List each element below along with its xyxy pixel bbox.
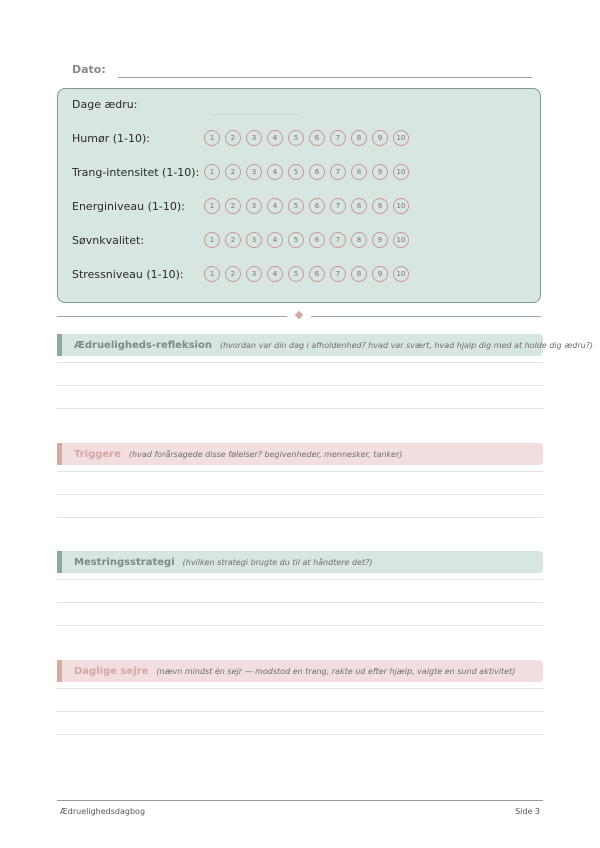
diamond-ornament-icon [295, 311, 303, 319]
section-header [57, 334, 594, 356]
rating-option-circle[interactable]: 1 [204, 266, 220, 282]
divider-line-right [311, 316, 541, 317]
rating-option-circle[interactable]: 4 [267, 232, 283, 248]
rating-option-circle[interactable]: 10 [393, 164, 409, 180]
writing-line[interactable] [57, 602, 543, 603]
rating-option-circle[interactable]: 3 [246, 266, 262, 282]
rating-option-circle[interactable]: 4 [267, 164, 283, 180]
rating-option-circle[interactable]: 6 [309, 266, 325, 282]
rating-option-circle[interactable]: 3 [246, 232, 262, 248]
rating-option-circle[interactable]: 7 [330, 266, 346, 282]
section-divider [57, 316, 541, 318]
rating-option-circle[interactable]: 10 [393, 130, 409, 146]
section-title: Triggere [74, 448, 121, 460]
rating-option-circle[interactable]: 4 [267, 266, 283, 282]
rating-option-circle[interactable]: 5 [288, 198, 304, 214]
section-triggers [57, 443, 543, 465]
rating-scale [204, 198, 409, 214]
writing-line[interactable] [57, 385, 543, 386]
rating-option-circle[interactable]: 1 [204, 232, 220, 248]
writing-line[interactable] [57, 362, 543, 363]
rating-option-circle[interactable]: 6 [309, 198, 325, 214]
rating-option-circle[interactable]: 3 [246, 164, 262, 180]
section-daily-wins [57, 660, 543, 682]
writing-line[interactable] [57, 688, 543, 689]
rating-option-circle[interactable]: 9 [372, 266, 388, 282]
writing-line[interactable] [57, 625, 543, 626]
writing-line[interactable] [57, 408, 543, 409]
rating-option-circle[interactable]: 6 [309, 164, 325, 180]
rating-option-circle[interactable]: 1 [204, 130, 220, 146]
section-coping [57, 551, 543, 573]
section-accent-bar [57, 660, 62, 682]
page-number: Side 3 [515, 807, 540, 816]
footer-rule [57, 800, 543, 801]
rating-scale [204, 232, 409, 248]
rating-option-circle[interactable]: 7 [330, 198, 346, 214]
rating-option-circle[interactable]: 2 [225, 130, 241, 146]
section-title: Mestringsstrategi [74, 556, 175, 568]
rating-option-circle[interactable]: 7 [330, 232, 346, 248]
divider-line-left [57, 316, 287, 317]
rating-option-circle[interactable]: 9 [372, 164, 388, 180]
rating-option-circle[interactable]: 3 [246, 130, 262, 146]
rating-label: Humør (1-10): [72, 132, 150, 145]
footer-title: Ædruelighedsdagbog [60, 807, 146, 816]
daily-tracker-box [57, 88, 541, 303]
section-title: Daglige sejre [74, 665, 149, 677]
rating-option-circle[interactable]: 8 [351, 232, 367, 248]
section-accent-bar [57, 443, 62, 465]
rating-option-circle[interactable]: 7 [330, 130, 346, 146]
section-header [57, 660, 543, 682]
date-label: Dato: [72, 63, 106, 76]
rating-label: Energiniveau (1-10): [72, 200, 185, 213]
days-sober-input-line[interactable] [212, 114, 298, 115]
section-accent-bar [57, 551, 62, 573]
rating-option-circle[interactable]: 5 [288, 232, 304, 248]
section-hint: (hvordan var din dag i afholdenhed? hvad var svært, hvad hjalp dig med at holde dig ædru?) [219, 340, 594, 350]
rating-option-circle[interactable]: 9 [372, 198, 388, 214]
rating-option-circle[interactable]: 4 [267, 198, 283, 214]
rating-scale [204, 164, 409, 180]
days-sober-label: Dage ædru: [72, 98, 138, 111]
section-title: Ædrueligheds-refleksion [74, 339, 212, 351]
rating-scale [204, 266, 409, 282]
rating-option-circle[interactable]: 2 [225, 232, 241, 248]
rating-option-circle[interactable]: 3 [246, 198, 262, 214]
writing-line[interactable] [57, 579, 543, 580]
rating-option-circle[interactable]: 7 [330, 164, 346, 180]
writing-line[interactable] [57, 471, 543, 472]
rating-option-circle[interactable]: 2 [225, 266, 241, 282]
rating-option-circle[interactable]: 2 [225, 164, 241, 180]
rating-option-circle[interactable]: 8 [351, 130, 367, 146]
rating-option-circle[interactable]: 8 [351, 266, 367, 282]
writing-line[interactable] [57, 494, 543, 495]
rating-label: Trang-intensitet (1-10): [72, 166, 200, 179]
section-header [57, 551, 543, 573]
rating-option-circle[interactable]: 9 [372, 232, 388, 248]
section-accent-bar [57, 334, 62, 356]
rating-option-circle[interactable]: 5 [288, 130, 304, 146]
rating-option-circle[interactable]: 9 [372, 130, 388, 146]
section-hint: (nævn mindst én sejr — modstod en trang, rakte ud efter hjælp, valgte en sund aktivitet) [156, 666, 516, 676]
rating-option-circle[interactable]: 6 [309, 130, 325, 146]
rating-option-circle[interactable]: 2 [225, 198, 241, 214]
writing-line[interactable] [57, 734, 543, 735]
rating-option-circle[interactable]: 10 [393, 266, 409, 282]
rating-option-circle[interactable]: 8 [351, 198, 367, 214]
section-hint: (hvad forårsagede disse følelser? begivenheder, mennesker, tanker) [128, 449, 403, 459]
writing-line[interactable] [57, 517, 543, 518]
rating-option-circle[interactable]: 1 [204, 164, 220, 180]
rating-option-circle[interactable]: 4 [267, 130, 283, 146]
rating-label: Søvnkvalitet: [72, 234, 145, 247]
rating-option-circle[interactable]: 1 [204, 198, 220, 214]
rating-option-circle[interactable]: 8 [351, 164, 367, 180]
section-header [57, 443, 543, 465]
rating-option-circle[interactable]: 6 [309, 232, 325, 248]
rating-option-circle[interactable]: 10 [393, 198, 409, 214]
rating-scale [204, 130, 409, 146]
date-input-line[interactable] [118, 77, 532, 78]
rating-option-circle[interactable]: 5 [288, 266, 304, 282]
writing-line[interactable] [57, 711, 543, 712]
rating-option-circle[interactable]: 5 [288, 164, 304, 180]
section-hint: (hvilken strategi brugte du til at håndtere det?) [182, 557, 373, 567]
section-reflection [57, 334, 594, 356]
rating-option-circle[interactable]: 10 [393, 232, 409, 248]
date-row [72, 62, 532, 80]
rating-label: Stressniveau (1-10): [72, 268, 184, 281]
